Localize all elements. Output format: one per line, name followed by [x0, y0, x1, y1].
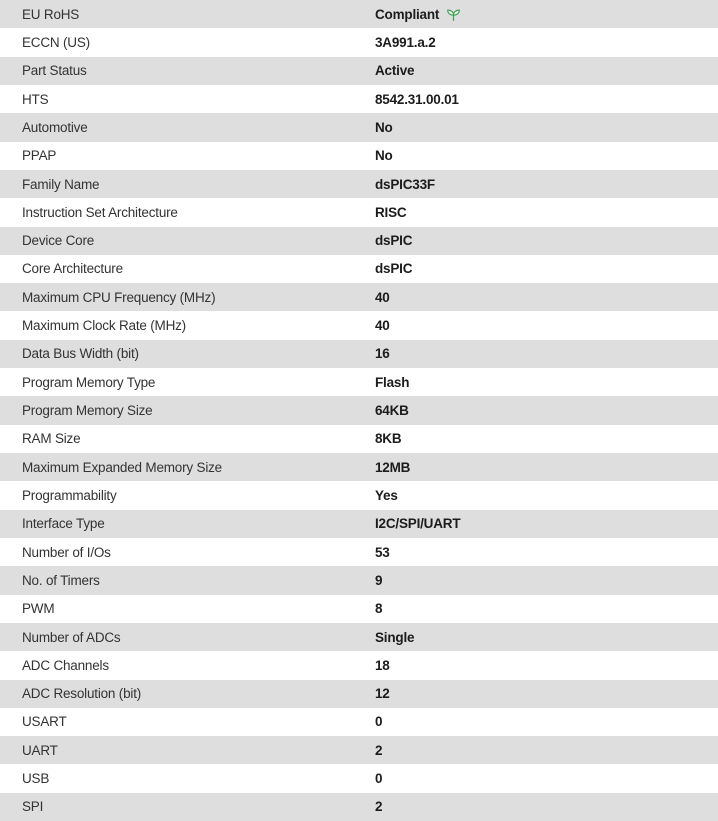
attribute-value-cell [375, 318, 390, 333]
table-row [0, 227, 718, 255]
attribute-label: Program Memory Type [22, 374, 156, 390]
table-row [0, 708, 718, 736]
table-row [0, 340, 718, 368]
attribute-value: 8KB [375, 431, 402, 447]
table-row [0, 425, 718, 453]
attribute-label: Instruction Set Architecture [22, 204, 178, 220]
attribute-value-cell [375, 92, 459, 107]
attribute-value-cell [375, 460, 410, 475]
attribute-label: Device Core [22, 233, 95, 249]
attribute-value: 64KB [375, 403, 409, 419]
attribute-label: USB [22, 771, 50, 787]
attribute-value-cell [375, 714, 382, 729]
attribute-value-cell [375, 658, 390, 673]
table-row [0, 680, 718, 708]
attribute-value-cell [375, 403, 409, 418]
table-row [0, 283, 718, 311]
attribute-value: No [375, 148, 393, 164]
table-row [0, 764, 718, 792]
attribute-value-cell [375, 545, 390, 560]
attribute-label: HTS [22, 91, 49, 107]
attribute-value: 0 [375, 771, 383, 787]
attribute-value-cell [375, 630, 414, 645]
table-row [0, 311, 718, 339]
attribute-label: Maximum Clock Rate (MHz) [22, 318, 186, 334]
attribute-label: Number of I/Os [22, 544, 111, 560]
attribute-value: 40 [375, 318, 390, 334]
attribute-value-cell [375, 177, 435, 192]
attribute-value-cell [375, 488, 398, 503]
rohs-leaf-icon [446, 7, 461, 22]
table-row [0, 255, 718, 283]
attribute-value: I2C/SPI/UART [375, 516, 461, 532]
table-row [0, 623, 718, 651]
attribute-value-cell [375, 431, 401, 446]
attribute-label: Maximum CPU Frequency (MHz) [22, 289, 216, 305]
attribute-label: Part Status [22, 63, 87, 79]
attribute-label: ADC Resolution (bit) [22, 686, 142, 702]
attribute-value: Yes [375, 487, 398, 503]
table-row [0, 142, 718, 170]
table-row [0, 510, 718, 538]
attribute-value-cell [375, 799, 382, 814]
table-row [0, 453, 718, 481]
table-row [0, 595, 718, 623]
attribute-value-cell [375, 686, 390, 701]
attribute-label: USART [22, 714, 67, 730]
attribute-value-cell [375, 743, 382, 758]
attribute-value-cell [375, 6, 461, 22]
attribute-label: ECCN (US) [22, 34, 90, 50]
table-row [0, 651, 718, 679]
table-row [0, 113, 718, 141]
attribute-label: ADC Channels [22, 657, 109, 673]
table-row [0, 57, 718, 85]
table-row [0, 0, 718, 28]
table-row [0, 368, 718, 396]
attribute-value: Flash [375, 374, 410, 390]
attribute-value: Active [375, 63, 415, 79]
attribute-value: RISC [375, 204, 407, 220]
table-row [0, 566, 718, 594]
attribute-value-cell [375, 261, 412, 276]
attribute-value: 8 [375, 601, 383, 617]
attribute-value: 53 [375, 544, 390, 560]
table-row [0, 736, 718, 764]
attribute-label: UART [22, 742, 58, 758]
table-row [0, 481, 718, 509]
attribute-value: Single [375, 629, 415, 645]
attribute-value: 18 [375, 657, 390, 673]
attribute-value: 40 [375, 289, 390, 305]
table-row [0, 85, 718, 113]
attribute-label: RAM Size [22, 431, 81, 447]
attribute-value-cell [375, 290, 390, 305]
attribute-label: Maximum Expanded Memory Size [22, 459, 222, 475]
attribute-value: Compliant [375, 6, 440, 22]
attribute-value-cell [375, 573, 382, 588]
attribute-value: 2 [375, 799, 383, 815]
attribute-label: Number of ADCs [22, 629, 121, 645]
attribute-label: EU RoHS [22, 6, 80, 22]
attribute-label: No. of Timers [22, 572, 100, 588]
attribute-value-cell [375, 63, 414, 78]
attribute-label: SPI [22, 799, 44, 815]
attribute-value: dsPIC33F [375, 176, 435, 192]
attribute-label: Programmability [22, 487, 117, 503]
attribute-label: PPAP [22, 148, 57, 164]
attribute-value-cell [375, 205, 406, 220]
attribute-value-cell [375, 35, 436, 50]
table-row [0, 170, 718, 198]
attribute-label: Core Architecture [22, 261, 123, 277]
attribute-value: 8542.31.00.01 [375, 91, 459, 107]
table-row [0, 396, 718, 424]
attribute-value-cell [375, 233, 412, 248]
attribute-label: Automotive [22, 119, 88, 135]
attribute-value-cell [375, 120, 393, 135]
attribute-value: 12MB [375, 459, 411, 475]
attribute-value: dsPIC [375, 261, 413, 277]
attribute-label: Program Memory Size [22, 403, 153, 419]
attribute-label: Data Bus Width (bit) [22, 346, 139, 362]
attribute-value: 9 [375, 572, 383, 588]
attribute-value-cell [375, 601, 382, 616]
attribute-value-cell [375, 375, 409, 390]
attribute-label: Family Name [22, 176, 100, 192]
attribute-value: 0 [375, 714, 383, 730]
attribute-value-cell [375, 516, 460, 531]
attribute-value: 3A991.a.2 [375, 34, 436, 50]
attribute-label: PWM [22, 601, 55, 617]
attribute-value: dsPIC [375, 233, 413, 249]
attribute-value-cell [375, 148, 393, 163]
attribute-value: No [375, 119, 393, 135]
attribute-value: 12 [375, 686, 390, 702]
table-row [0, 28, 718, 56]
attribute-value-cell [375, 346, 390, 361]
attribute-value-cell [375, 771, 382, 786]
attribute-value: 2 [375, 742, 383, 758]
table-row [0, 198, 718, 226]
table-row [0, 538, 718, 566]
table-row [0, 793, 718, 821]
attribute-value: 16 [375, 346, 390, 362]
attribute-label: Interface Type [22, 516, 105, 532]
